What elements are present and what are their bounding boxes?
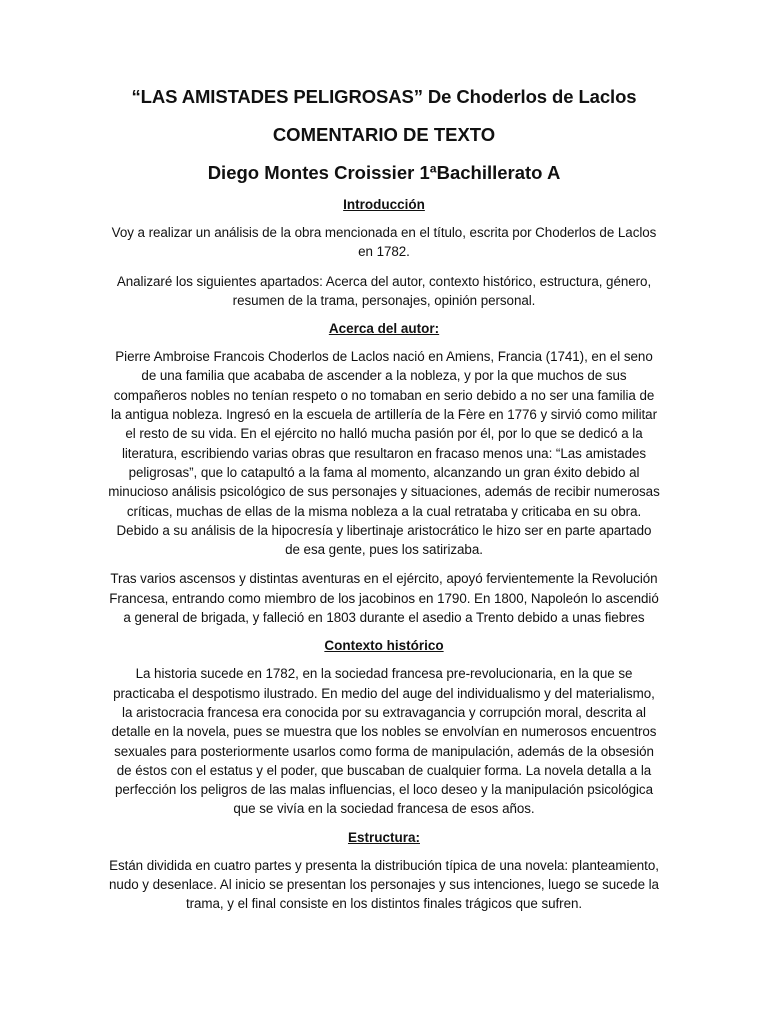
document-subtitle: COMENTARIO DE TEXTO (272, 124, 496, 145)
section-heading-autor: Acerca del autor: (328, 321, 440, 337)
author-line: Diego Montes Croissier 1ªBachillerato A (207, 162, 561, 183)
paragraph: Pierre Ambroise Francois Choderlos de Laclos nació en Amiens, Francia (1741), en el seno de una familia que acababa de ascender a la nobleza, y por la que muchos de sus compañeros nobles no tenían respeto o no tomaban en serio debido a no ser una familia de la antigua nobleza. Ingresó en la escuela de artillería de la Fère en 1776 y sirvió como militar el resto de su vida. En el ejército no halló mucha pasión por él, por lo que se dedicó a la literatura, escribiendo varias obras que resultaron en fracaso menos una: “Las amistades peligrosas”, que lo catapultó a la fama al momento, alcanzando un gran éxito debido al minucioso análisis psicológico de sus personajes y situaciones, además de recibir numerosas críticas, muchas de ellas de la misma nobleza a la cual retrataba y criticaba en su obra. Debido a su análisis de la hipocresía y libertinaje aristocrático le hizo ser en parte apartado de esa gente, pues los satirizaba. (108, 349, 660, 558)
paragraph: Analizaré los siguientes apartados: Acerca del autor, contexto histórico, estructura, género, resumen de la trama, personajes, opinión personal. (116, 273, 652, 308)
paragraph: Están dividida en cuatro partes y presenta la distribución típica de una novela: planteamiento, nudo y desenlace. Al inicio se presentan los personajes y sus intenciones, luego se sucede la trama, y el final consiste en los distintos finales trágicos que sufren. (109, 857, 659, 912)
paragraph: La historia sucede en 1782, en la sociedad francesa pre-revolucionaria, en la que se practicaba el despotismo ilustrado. En medio del auge del individualismo y del materialismo, la aristocracia francesa era conocida por su extravagancia y corrupción moral, descrita al detalle en la novela, pues se muestra que los nobles se envolvían en numerosos encuentros sexuales para posteriormente usarlos como forma de manipulación, además de la obsesión de éstos con el estatus y el poder, que buscaban de cualquier forma. La novela detalla a la perfección los peligros de las malas influencias, el loco deseo y la manipulación psicológica que se vivía en la sociedad francesa de esos años. (111, 666, 657, 817)
document-title: “LAS AMISTADES PELIGROSAS” De Choderlos de Laclos (131, 86, 637, 107)
paragraph: Tras varios ascensos y distintas aventuras en el ejército, apoyó fervientemente la Revolución Francesa, entrando como miembro de los jacobinos en 1790. En 1800, Napoleón lo ascendió a general de brigada, y falleció en 1803 durante el asedio a Trento debido a unas fiebres (109, 571, 659, 626)
section-heading-introduccion: Introducción (343, 197, 425, 212)
paragraph: Voy a realizar un análisis de la obra mencionada en el título, escrita por Choderlos de Laclos en 1782. (111, 225, 657, 260)
section-heading-estructura: Estructura: (347, 829, 420, 845)
section-heading-contexto: Contexto histórico (324, 638, 444, 654)
